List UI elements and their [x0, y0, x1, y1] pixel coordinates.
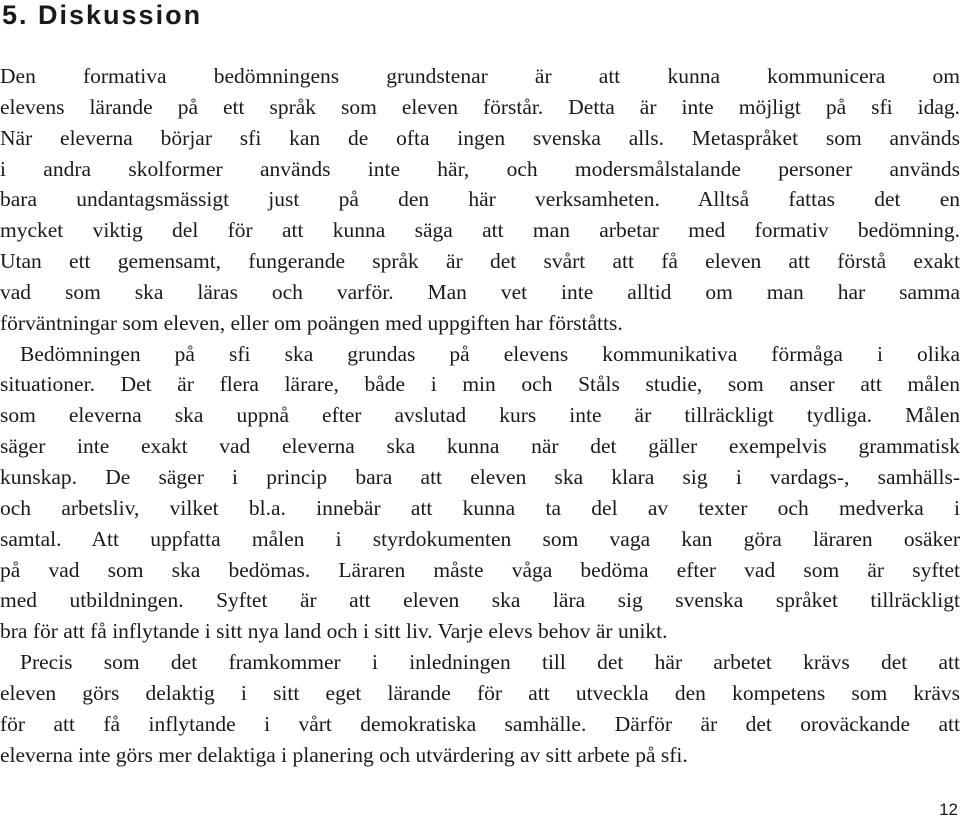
- text-line: Den formativa bedömningens grundstenar är att kunna kommunicera om: [0, 64, 960, 88]
- text-line: situationer. Det är flera lärare, både i min och Ståls studie, som anser att målen: [0, 372, 960, 397]
- text-line: bara undantagsmässigt just på den här verksamheten. Alltså fattas det en: [0, 187, 960, 212]
- text-line: eleverna inte görs mer delaktiga i planering och utvärdering av sitt arbete på sfi.: [0, 742, 688, 767]
- text-line: i andra skolformer används inte här, och modersmålstalande personer används: [0, 156, 960, 181]
- body-text: [0, 61, 960, 770]
- text-line: bra för att få inflytande i sitt nya land och i sitt liv. Varje elevs behov är unikt.: [0, 619, 668, 644]
- text-line: Precis som det framkommer i inledningen till det här arbetet krävs det att: [20, 650, 960, 675]
- text-line: som eleverna ska uppnå efter avslutad kurs inte är tillräckligt tydliga. Målen: [0, 403, 960, 428]
- text-line: med utbildningen. Syftet är att eleven ska lära sig svenska språket tillräckligt: [0, 588, 960, 613]
- text-line: för att få inflytande i vårt demokratiska samhälle. Därför är det oroväckande att: [0, 711, 960, 736]
- text-line: eleven görs delaktig i sitt eget lärande för att utveckla den kompetens som krävs: [0, 680, 960, 705]
- text-line: och arbetsliv, vilket bl.a. innebär att kunna ta del av texter och medverka i: [0, 495, 960, 520]
- text-line: på vad som ska bedömas. Läraren måste våga bedöma efter vad som är syftet: [0, 557, 960, 582]
- text-line: Utan ett gemensamt, fungerande språk är det svårt att få eleven att förstå exakt: [0, 249, 960, 274]
- text-line: säger inte exakt vad eleverna ska kunna när det gäller exempelvis grammatisk: [0, 434, 960, 459]
- text-line: mycket viktig del för att kunna säga att man arbetar med formativ bedömning.: [0, 218, 960, 243]
- page-number: 12: [939, 800, 958, 819]
- section-heading: 5. Diskussion: [2, 0, 203, 30]
- text-line: vad som ska läras och varför. Man vet inte alltid om man har samma: [0, 279, 960, 304]
- text-line: Bedömningen på sfi ska grundas på elevens kommunikativa förmåga i olika: [20, 341, 960, 366]
- text-line: kunskap. De säger i princip bara att eleven ska klara sig i vardags-, samhälls-: [0, 464, 960, 489]
- text-line: samtal. Att uppfatta målen i styrdokumenten som vaga kan göra läraren osäker: [0, 526, 960, 551]
- text-line: När eleverna börjar sfi kan de ofta ingen svenska alls. Metaspråket som används: [0, 125, 960, 150]
- text-line: förväntningar som eleven, eller om poängen med uppgiften har förståtts.: [0, 310, 623, 335]
- text-line: elevens lärande på ett språk som eleven förstår. Detta är inte möjligt på sfi idag.: [0, 94, 960, 119]
